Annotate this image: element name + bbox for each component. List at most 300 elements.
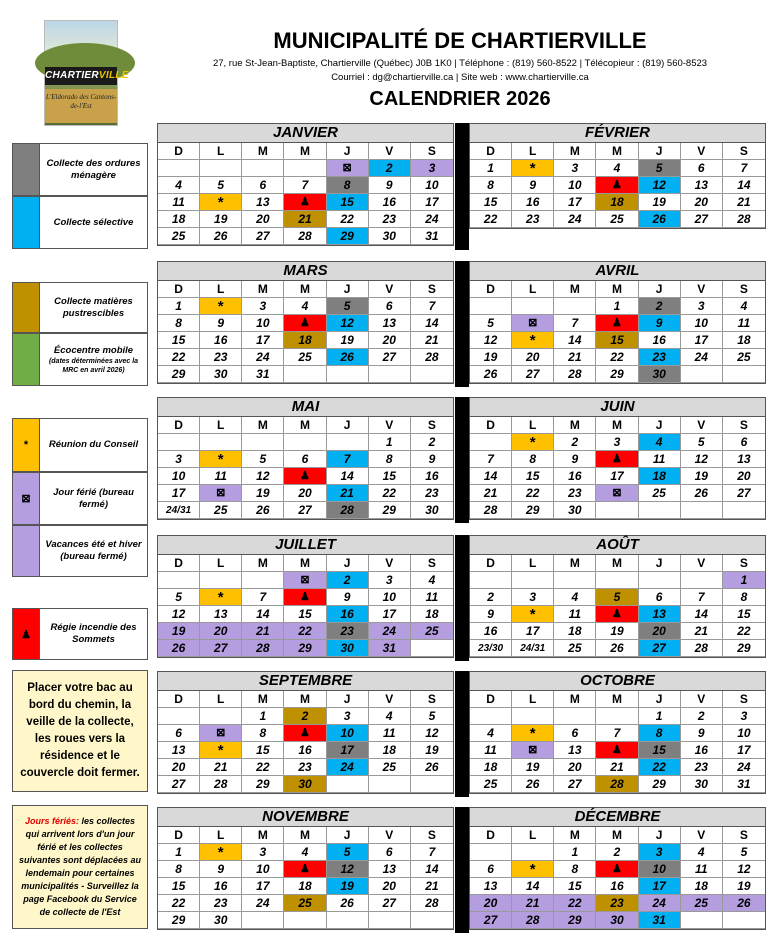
day-header: D (158, 417, 200, 434)
day-cell: 4 (723, 298, 765, 315)
month-5 (157, 397, 454, 520)
day-cell (554, 708, 596, 725)
day-cell-matieres: 18 (596, 194, 638, 211)
day-cell: 28 (554, 366, 596, 383)
day-cell: 25 (723, 349, 765, 366)
day-cell (470, 708, 512, 725)
day-header: M (596, 691, 638, 708)
day-header: J (639, 827, 681, 844)
day-cell (723, 502, 765, 519)
day-cell: 22 (470, 211, 512, 228)
day-cell: 29 (158, 912, 200, 929)
day-cell: 4 (284, 298, 326, 315)
day-cell: 13 (369, 315, 411, 332)
day-cell (242, 434, 284, 451)
day-cell-incendie: ♟ (596, 861, 638, 878)
day-cell-vacances: 22 (284, 623, 326, 640)
day-cell-conseil: * (512, 861, 554, 878)
day-header: M (596, 555, 638, 572)
calendar-title: CALENDRIER 2026 (369, 88, 551, 110)
day-cell: 23 (200, 895, 242, 912)
day-cell: 28 (470, 502, 512, 519)
day-cell: 15 (158, 878, 200, 895)
municipality-title: MUNICIPALITÉ DE CHARTIERVILLE (273, 28, 647, 53)
day-cell-ordures: 30 (639, 366, 681, 383)
day-cell: 30 (681, 776, 723, 793)
day-cell: 9 (411, 451, 453, 468)
legend-item-incendie (12, 608, 148, 660)
day-cell-matieres: 23 (596, 895, 638, 912)
day-cell: 4 (596, 160, 638, 177)
day-cell: 25 (369, 759, 411, 776)
day-header: D (470, 555, 512, 572)
day-cell: 11 (470, 742, 512, 759)
day-cell-ferie: 3 (411, 160, 453, 177)
day-cell: 1 (158, 844, 200, 861)
day-cell: 2 (470, 589, 512, 606)
day-cell-selective: 12 (639, 177, 681, 194)
day-cell (284, 912, 326, 929)
day-cell: 10 (369, 589, 411, 606)
day-cell (411, 776, 453, 793)
day-cell: 24 (242, 349, 284, 366)
day-cell: 15 (554, 878, 596, 895)
day-header: M (284, 281, 326, 298)
day-header: S (723, 281, 765, 298)
day-cell: 26 (411, 759, 453, 776)
day-cell-vacances: 24 (639, 895, 681, 912)
day-cell: 11 (723, 315, 765, 332)
day-cell-conseil: * (200, 742, 242, 759)
day-cell: 17 (681, 332, 723, 349)
month-7 (157, 535, 454, 658)
day-cell-ordures: 20 (639, 623, 681, 640)
day-cell-ordures: 10 (639, 861, 681, 878)
day-cell-ferie: ⊠ (284, 572, 326, 589)
day-cell: 17 (411, 194, 453, 211)
day-cell-selective: 24 (327, 759, 369, 776)
day-header: J (639, 281, 681, 298)
day-cell: 28 (411, 895, 453, 912)
day-cell: 19 (681, 468, 723, 485)
day-cell: 20 (723, 468, 765, 485)
day-cell: 23 (411, 485, 453, 502)
day-cell: 19 (242, 485, 284, 502)
legend-label-conseil: Réunion du Conseil (48, 439, 139, 450)
legend-label-selective: Collecte sélective (53, 216, 134, 228)
day-cell: 19 (470, 349, 512, 366)
month-name: DÉCEMBRE (470, 808, 765, 827)
day-cell: 24 (554, 211, 596, 228)
day-header: L (200, 281, 242, 298)
day-cell-ordures: 15 (639, 742, 681, 759)
column-separator (455, 671, 469, 797)
day-cell: 30 (200, 912, 242, 929)
day-cell (512, 708, 554, 725)
day-cell: 22 (158, 349, 200, 366)
day-cell: 4 (284, 844, 326, 861)
day-cell: 31 (242, 366, 284, 383)
day-cell: 3 (681, 298, 723, 315)
day-cell-matieres: 15 (596, 332, 638, 349)
day-cell: 8 (512, 451, 554, 468)
day-cell-incendie: ♟ (284, 468, 326, 485)
day-header: M (284, 417, 326, 434)
day-header: V (369, 555, 411, 572)
day-cell (284, 160, 326, 177)
day-cell: 14 (723, 177, 765, 194)
day-cell: 15 (158, 332, 200, 349)
day-cell-vacances: 31 (369, 640, 411, 657)
day-header: L (200, 555, 242, 572)
day-cell: 18 (158, 211, 200, 228)
day-cell: 6 (639, 589, 681, 606)
day-cell: 9 (470, 606, 512, 623)
day-cell: 11 (158, 194, 200, 211)
day-header: S (723, 417, 765, 434)
day-cell: 23/30 (470, 640, 512, 657)
day-cell-selective: 2 (327, 572, 369, 589)
address-line: 27, rue St-Jean-Baptiste, Chartierville (Québec) J0B 1K0 | Téléphone : (819) 560-8522 | Télécopieur : (819) 560-8523 (212, 58, 708, 69)
day-cell: 1 (470, 160, 512, 177)
day-cell-ordures: 17 (327, 742, 369, 759)
day-cell: 26 (596, 640, 638, 657)
day-cell: 24 (242, 895, 284, 912)
day-cell: 14 (470, 468, 512, 485)
day-cell: 14 (242, 606, 284, 623)
day-cell: 27 (723, 485, 765, 502)
day-cell: 4 (470, 725, 512, 742)
day-cell: 27 (554, 776, 596, 793)
day-cell (470, 844, 512, 861)
day-cell: 7 (554, 315, 596, 332)
day-cell: 11 (411, 589, 453, 606)
day-cell: 14 (681, 606, 723, 623)
day-cell-conseil: * (512, 332, 554, 349)
column-separator (455, 397, 469, 523)
day-cell-matieres: 2 (284, 708, 326, 725)
day-header: M (596, 143, 638, 160)
legend-swatch-ferie: ⊠ (13, 473, 40, 524)
municipality-logo (44, 20, 129, 126)
day-cell: 17 (369, 606, 411, 623)
day-cell-ferie: 1 (723, 572, 765, 589)
day-cell: 6 (554, 725, 596, 742)
day-header: M (596, 827, 638, 844)
day-cell: 18 (411, 606, 453, 623)
day-cell: 8 (554, 861, 596, 878)
day-cell: 24 (681, 349, 723, 366)
month-2 (469, 123, 766, 229)
day-header: V (369, 417, 411, 434)
day-cell: 4 (681, 844, 723, 861)
day-cell: 26 (200, 228, 242, 245)
day-cell: 10 (242, 861, 284, 878)
day-cell: 18 (284, 878, 326, 895)
day-cell-ferie: ⊠ (327, 160, 369, 177)
day-cell: 3 (327, 708, 369, 725)
day-cell: 9 (554, 451, 596, 468)
day-cell-selective: 22 (639, 759, 681, 776)
day-cell-conseil: * (200, 589, 242, 606)
day-cell: 29 (158, 366, 200, 383)
day-cell-ferie: ⊠ (200, 725, 242, 742)
day-cell: 17 (723, 742, 765, 759)
day-header: V (369, 691, 411, 708)
day-header: M (284, 555, 326, 572)
day-cell: 30 (554, 502, 596, 519)
day-cell: 4 (554, 589, 596, 606)
day-cell-ordures: 12 (327, 861, 369, 878)
day-cell-vacances: 27 (470, 912, 512, 929)
day-cell (512, 844, 554, 861)
bin-placement-note (12, 670, 148, 792)
day-cell: 20 (681, 194, 723, 211)
day-cell-vacances: 29 (284, 640, 326, 657)
day-cell-incendie: ♟ (596, 606, 638, 623)
day-cell: 22 (327, 211, 369, 228)
holiday-note-label: Jours fériés: (24, 816, 79, 826)
day-cell: 10 (681, 315, 723, 332)
day-cell: 16 (639, 332, 681, 349)
day-header: M (596, 417, 638, 434)
day-cell: 9 (369, 177, 411, 194)
day-cell: 12 (681, 451, 723, 468)
day-cell (369, 366, 411, 383)
day-cell-selective: 23 (639, 349, 681, 366)
day-header: L (200, 827, 242, 844)
day-cell: 16 (200, 878, 242, 895)
day-header: S (411, 281, 453, 298)
day-cell: 28 (411, 349, 453, 366)
day-cell: 14 (554, 332, 596, 349)
day-cell-matieres: 28 (596, 776, 638, 793)
day-header: S (411, 417, 453, 434)
day-cell (158, 572, 200, 589)
day-header: V (681, 417, 723, 434)
day-cell: 1 (242, 708, 284, 725)
day-cell: 16 (411, 468, 453, 485)
day-cell: 8 (369, 451, 411, 468)
day-cell: 2 (554, 434, 596, 451)
day-header: M (554, 691, 596, 708)
day-cell: 6 (681, 160, 723, 177)
day-cell: 7 (411, 298, 453, 315)
day-cell-ferie: ⊠ (596, 485, 638, 502)
day-cell-selective: 21 (327, 485, 369, 502)
day-header: J (639, 143, 681, 160)
day-header: L (200, 691, 242, 708)
day-cell: 13 (200, 606, 242, 623)
day-cell: 23 (554, 485, 596, 502)
day-cell: 24/31 (512, 640, 554, 657)
day-cell: 7 (681, 589, 723, 606)
month-name: AOÛT (470, 536, 765, 555)
day-cell: 6 (470, 861, 512, 878)
day-cell-vacances: 30 (596, 912, 638, 929)
legend-item-ordures (12, 143, 148, 196)
day-header: S (411, 691, 453, 708)
day-cell: 27 (369, 349, 411, 366)
day-cell: 8 (242, 725, 284, 742)
day-cell: 1 (554, 844, 596, 861)
day-header: M (242, 691, 284, 708)
day-cell (470, 298, 512, 315)
day-header: J (327, 555, 369, 572)
day-cell (681, 912, 723, 929)
legend-swatch-vacances (13, 526, 40, 576)
day-cell-vacances: 22 (554, 895, 596, 912)
day-cell: 14 (411, 315, 453, 332)
column-separator (455, 535, 469, 661)
day-header: M (242, 827, 284, 844)
day-cell-selective: 27 (639, 640, 681, 657)
day-cell: 14 (327, 468, 369, 485)
day-cell-incendie: ♟ (596, 451, 638, 468)
month-name: FÉVRIER (470, 124, 765, 143)
day-cell-selective: 30 (327, 640, 369, 657)
day-cell: 5 (681, 434, 723, 451)
legend-label-matieres: Collecte matières pustrescibles (54, 295, 133, 319)
day-header: M (554, 827, 596, 844)
day-cell (200, 708, 242, 725)
day-cell: 7 (242, 589, 284, 606)
day-cell: 3 (242, 298, 284, 315)
day-cell-incendie: ♟ (284, 725, 326, 742)
month-8 (469, 535, 766, 658)
day-cell (242, 572, 284, 589)
day-cell: 17 (242, 332, 284, 349)
day-header: J (639, 555, 681, 572)
day-cell: 6 (284, 451, 326, 468)
day-cell: 30 (369, 228, 411, 245)
day-cell: 3 (158, 451, 200, 468)
day-header: L (512, 691, 554, 708)
day-cell-matieres: 30 (284, 776, 326, 793)
day-cell: 23 (200, 349, 242, 366)
day-cell (200, 572, 242, 589)
day-cell (200, 434, 242, 451)
day-cell-selective: 15 (327, 194, 369, 211)
day-cell: 17 (158, 485, 200, 502)
day-cell: 12 (723, 861, 765, 878)
day-cell: 3 (596, 434, 638, 451)
day-cell: 22 (723, 623, 765, 640)
legend-item-ecocentre (12, 333, 148, 386)
month-4 (469, 261, 766, 384)
day-header: L (512, 281, 554, 298)
day-header: M (554, 417, 596, 434)
day-cell: 8 (723, 589, 765, 606)
day-header: S (411, 143, 453, 160)
day-cell: 10 (554, 177, 596, 194)
day-cell-matieres: 25 (284, 895, 326, 912)
day-cell-incendie: ♟ (284, 194, 326, 211)
day-cell: 22 (242, 759, 284, 776)
day-header: J (327, 827, 369, 844)
legend-label-ferie: Jour férié (bureau fermé) (53, 486, 134, 510)
day-cell: 15 (369, 468, 411, 485)
day-cell: 19 (200, 211, 242, 228)
day-cell-selective: 17 (639, 878, 681, 895)
day-header: L (512, 417, 554, 434)
day-cell: 21 (470, 485, 512, 502)
column-separator (455, 261, 469, 387)
legend-label-incendie: Régie incendie des Sommets (50, 622, 137, 645)
day-header: V (369, 143, 411, 160)
holiday-note-text: les collectes qui arrivent lors d'un jour férié et les collectes suivantes sont déplacées au lendemain pour certaines municipalités - Surveillez la page Facebook du Service de collecte de l'Est (18, 816, 142, 917)
day-cell (554, 572, 596, 589)
day-cell: 11 (681, 861, 723, 878)
day-cell-conseil: * (200, 451, 242, 468)
day-cell: 11 (639, 451, 681, 468)
day-cell: 27 (369, 895, 411, 912)
day-cell: 22 (369, 485, 411, 502)
day-cell: 28 (284, 228, 326, 245)
day-cell-vacances: 28 (512, 912, 554, 929)
day-cell: 12 (158, 606, 200, 623)
day-cell: 15 (723, 606, 765, 623)
day-cell: 9 (512, 177, 554, 194)
day-cell: 28 (200, 776, 242, 793)
day-header: M (284, 691, 326, 708)
day-header: D (470, 827, 512, 844)
day-cell: 18 (554, 623, 596, 640)
day-header: M (596, 281, 638, 298)
day-cell: 22 (596, 349, 638, 366)
day-cell-selective: 13 (639, 606, 681, 623)
day-cell: 25 (470, 776, 512, 793)
day-cell-selective: 19 (327, 878, 369, 895)
day-cell (327, 434, 369, 451)
contact-info (180, 57, 740, 85)
day-cell: 16 (512, 194, 554, 211)
day-cell-selective: 7 (327, 451, 369, 468)
day-cell: 12 (470, 332, 512, 349)
day-cell-conseil: * (512, 434, 554, 451)
day-header: S (411, 555, 453, 572)
month-11 (157, 807, 454, 930)
day-cell-selective: 2 (369, 160, 411, 177)
day-cell: 4 (158, 177, 200, 194)
day-cell: 21 (596, 759, 638, 776)
day-cell-vacances: 27 (200, 640, 242, 657)
day-cell: 21 (723, 194, 765, 211)
legend-swatch-selective (13, 197, 40, 248)
day-cell: 3 (242, 844, 284, 861)
day-cell: 31 (411, 228, 453, 245)
day-cell: 30 (411, 502, 453, 519)
day-cell: 25 (596, 211, 638, 228)
day-header: J (327, 143, 369, 160)
day-cell: 20 (158, 759, 200, 776)
day-header: M (242, 281, 284, 298)
month-name: NOVEMBRE (158, 808, 453, 827)
day-cell-selective: 3 (639, 844, 681, 861)
month-1 (157, 123, 454, 246)
day-cell (327, 366, 369, 383)
day-cell-selective: 8 (639, 725, 681, 742)
day-cell: 8 (470, 177, 512, 194)
day-cell-vacances: 26 (158, 640, 200, 657)
month-name: JANVIER (158, 124, 453, 143)
day-cell: 23 (512, 211, 554, 228)
day-cell-selective: 4 (639, 434, 681, 451)
day-cell: 16 (681, 742, 723, 759)
day-cell: 16 (596, 878, 638, 895)
day-cell: 7 (284, 177, 326, 194)
column-separator (455, 123, 469, 250)
